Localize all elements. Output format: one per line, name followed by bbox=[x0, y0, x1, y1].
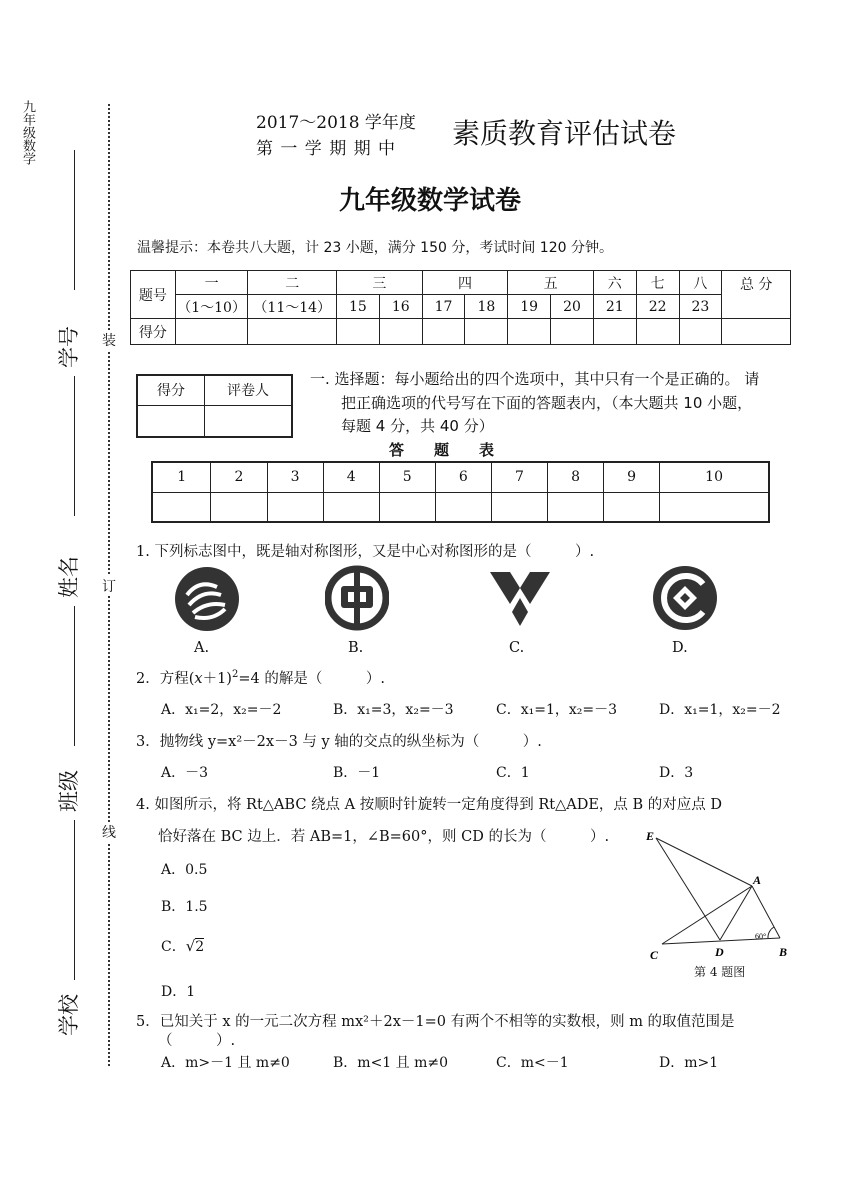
angle-arc bbox=[768, 927, 774, 938]
score-cell[interactable] bbox=[679, 319, 722, 345]
q5-option-b: B．m<1 且 m≠0 bbox=[333, 1055, 449, 1071]
underline-xuexiao bbox=[74, 820, 75, 980]
school-label: 学校 bbox=[57, 994, 81, 1036]
edge-ad bbox=[720, 886, 752, 940]
edge-ea bbox=[656, 838, 752, 886]
q4-option-d: D．1 bbox=[161, 984, 196, 1000]
q2-exponent: 2 bbox=[231, 669, 239, 681]
score-cell[interactable] bbox=[465, 319, 508, 345]
sub-head: 23 bbox=[679, 295, 722, 319]
sqrt-icon: √ bbox=[185, 937, 196, 955]
q4-figure-caption: 第 4 题图 bbox=[694, 965, 746, 979]
answer-number: 5 bbox=[379, 462, 435, 492]
q2-option-b: B．x₁=3，x₂=－3 bbox=[333, 702, 454, 718]
q4-stem-line1: 4. 如图所示，将 Rt△ABC 绕点 A 按顺时针旋转一定角度得到 Rt△ADE，点 B 的对应点 D bbox=[136, 797, 723, 813]
section-head: 三 bbox=[337, 271, 423, 295]
sub-head: 21 bbox=[593, 295, 636, 319]
answer-cell[interactable] bbox=[211, 492, 267, 522]
q4-option-c bbox=[161, 936, 204, 956]
q2-var-x: x bbox=[194, 671, 203, 687]
score-cell[interactable] bbox=[175, 319, 248, 345]
q1-label-c: C. bbox=[509, 640, 525, 656]
sub-head: 15 bbox=[337, 295, 380, 319]
section-head: 五 bbox=[508, 271, 594, 295]
fig-label-e: E bbox=[646, 829, 655, 843]
logo-c-icon bbox=[488, 570, 552, 626]
section1-instruction-line2: 把正确选项的代号写在下面的答题表内，（本大题共 10 小题， bbox=[341, 394, 753, 412]
school-year: 2017～2018 学年度 bbox=[256, 113, 416, 133]
answer-cell[interactable] bbox=[435, 492, 491, 522]
q2-option-d: D．x₁=1，x₂=－2 bbox=[659, 702, 781, 718]
answer-number: 4 bbox=[323, 462, 379, 492]
q2-stem-a: 2．方程( bbox=[136, 671, 195, 687]
answer-cell[interactable] bbox=[547, 492, 603, 522]
q2-stem bbox=[136, 667, 385, 688]
answer-table-title: 答 题 表 bbox=[389, 441, 495, 459]
grader-score-label: 得分 bbox=[137, 375, 205, 405]
page-title: 九年级数学试卷 bbox=[338, 186, 521, 216]
fig-label-b: B bbox=[779, 945, 788, 959]
score-cell[interactable] bbox=[593, 319, 636, 345]
sub-head: 20 bbox=[551, 295, 594, 319]
score-cell[interactable] bbox=[551, 319, 594, 345]
q5-stem-line1: 5．已知关于 x 的一元二次方程 mx²＋2x－1=0 有两个不相等的实数根，则 m 的取值范围是 bbox=[136, 1014, 735, 1030]
row-label-defen: 得分 bbox=[131, 319, 176, 345]
answer-number: 2 bbox=[211, 462, 267, 492]
grader-name-cell[interactable] bbox=[205, 405, 293, 437]
edge-ab bbox=[752, 886, 780, 938]
name-label: 姓名 bbox=[57, 556, 81, 598]
answer-cell[interactable] bbox=[379, 492, 435, 522]
answer-number: 1 bbox=[152, 462, 211, 492]
q1-label-b: B. bbox=[348, 640, 364, 656]
section1-instruction-line3: 每题 4 分，共 40 分） bbox=[341, 417, 494, 435]
answer-cell[interactable] bbox=[323, 492, 379, 522]
q5-option-d: D．m>1 bbox=[659, 1055, 719, 1071]
underline-xuehao bbox=[74, 150, 75, 290]
section-head: 八 bbox=[679, 271, 722, 295]
q4-option-c-radicand: 2 bbox=[195, 939, 205, 955]
score-cell[interactable] bbox=[508, 319, 551, 345]
sub-head: 16 bbox=[379, 295, 422, 319]
q2-stem-c: =4 的解是（ ）. bbox=[238, 671, 385, 687]
score-cell[interactable] bbox=[379, 319, 422, 345]
section-head: 七 bbox=[636, 271, 679, 295]
sub-head: 18 bbox=[465, 295, 508, 319]
sub-head: （1～10） bbox=[175, 295, 248, 319]
q5-option-c: C．m<－1 bbox=[496, 1055, 569, 1071]
q1-label-a: A. bbox=[194, 640, 210, 656]
answer-number: 9 bbox=[604, 462, 660, 492]
q4-option-a: A．0.5 bbox=[161, 862, 208, 878]
logo-d-icon bbox=[651, 564, 719, 632]
section-head: 六 bbox=[593, 271, 636, 295]
edge-ed bbox=[656, 838, 720, 940]
q5-option-a: A．m>－1 且 m≠0 bbox=[161, 1055, 290, 1071]
q4-stem-line2: 恰好落在 BC 边上．若 AB=1，∠B=60°，则 CD 的长为（ ）. bbox=[158, 829, 610, 845]
underline-banji bbox=[74, 606, 75, 746]
section1-instruction-line1: 一. 选择题：每小题给出的四个选项中，其中只有一个是正确的。 请 bbox=[310, 370, 760, 388]
answer-cell[interactable] bbox=[604, 492, 660, 522]
answer-cell[interactable] bbox=[152, 492, 211, 522]
answer-number: 3 bbox=[267, 462, 323, 492]
q2-option-c: C．x₁=1，x₂=－3 bbox=[496, 702, 618, 718]
answer-number: 7 bbox=[491, 462, 547, 492]
term-label: 第 一 学 期 期 中 bbox=[256, 139, 397, 159]
q3-option-c: C．1 bbox=[496, 765, 530, 781]
score-cell[interactable] bbox=[248, 319, 337, 345]
q2-stem-b: ＋1) bbox=[202, 671, 232, 687]
answer-cell[interactable] bbox=[660, 492, 769, 522]
sub-head: 19 bbox=[508, 295, 551, 319]
binding-mark-ding: 订 bbox=[102, 576, 116, 596]
answer-number: 6 bbox=[435, 462, 491, 492]
q3-option-d: D．3 bbox=[659, 765, 694, 781]
score-cell[interactable] bbox=[422, 319, 465, 345]
class-label: 班级 bbox=[57, 770, 81, 812]
sub-head: （11～14） bbox=[248, 295, 337, 319]
fig-label-a: A bbox=[753, 873, 762, 887]
edge-ca bbox=[662, 886, 752, 944]
logo-a-icon bbox=[173, 565, 241, 633]
section-head: 四 bbox=[422, 271, 508, 295]
q5-stem-line2: （ ）. bbox=[158, 1033, 236, 1049]
binding-mark-xian: 线 bbox=[102, 822, 116, 842]
answer-cell[interactable] bbox=[267, 492, 323, 522]
score-cell[interactable] bbox=[722, 319, 791, 345]
q1-label-d: D. bbox=[672, 640, 688, 656]
row-label-tihao: 题号 bbox=[131, 271, 176, 319]
q4-option-c-label: C． bbox=[161, 939, 186, 955]
fig-label-c: C bbox=[650, 948, 659, 962]
answer-number: 8 bbox=[547, 462, 603, 492]
logo-b-icon bbox=[325, 564, 389, 632]
q3-stem: 3．抛物线 y=x²－2x－3 与 y 轴的交点的纵坐标为（ ）. bbox=[136, 734, 542, 750]
q2-option-a: A．x₁=2，x₂=－2 bbox=[161, 702, 282, 718]
exam-tip: 温馨提示：本卷共八大题，计 23 小题，满分 150 分，考试时间 120 分钟。 bbox=[137, 240, 613, 256]
grader-name-label: 评卷人 bbox=[205, 375, 293, 405]
section-head: 一 bbox=[175, 271, 248, 295]
q1-stem: 1. 下列标志图中，既是轴对称图形，又是中心对称图形的是（ ）. bbox=[136, 544, 595, 560]
answer-table bbox=[151, 461, 770, 523]
q3-option-a: A．－3 bbox=[161, 765, 209, 781]
sub-head: 17 bbox=[422, 295, 465, 319]
score-cell[interactable] bbox=[636, 319, 679, 345]
underline-xingming bbox=[74, 376, 75, 516]
binding-mark-zhuang: 装 bbox=[102, 330, 116, 350]
total-head: 总 分 bbox=[722, 271, 791, 319]
answer-number: 10 bbox=[660, 462, 769, 492]
fig-label-d: D bbox=[715, 945, 724, 959]
q4-figure bbox=[640, 826, 800, 966]
binding-subject-label: 九年级数学 bbox=[20, 100, 35, 165]
answer-cell[interactable] bbox=[491, 492, 547, 522]
score-cell[interactable] bbox=[337, 319, 380, 345]
q4-option-b: B．1.5 bbox=[161, 899, 208, 915]
exam-name: 素质教育评估试卷 bbox=[452, 117, 677, 150]
q3-option-b: B．－1 bbox=[333, 765, 381, 781]
score-table bbox=[130, 270, 791, 345]
sub-head: 22 bbox=[636, 295, 679, 319]
fig-angle-label: 60° bbox=[755, 932, 767, 941]
student-id-label: 学号 bbox=[57, 326, 81, 368]
grader-score-cell[interactable] bbox=[137, 405, 205, 437]
grader-box bbox=[136, 374, 293, 438]
section-head: 二 bbox=[248, 271, 337, 295]
